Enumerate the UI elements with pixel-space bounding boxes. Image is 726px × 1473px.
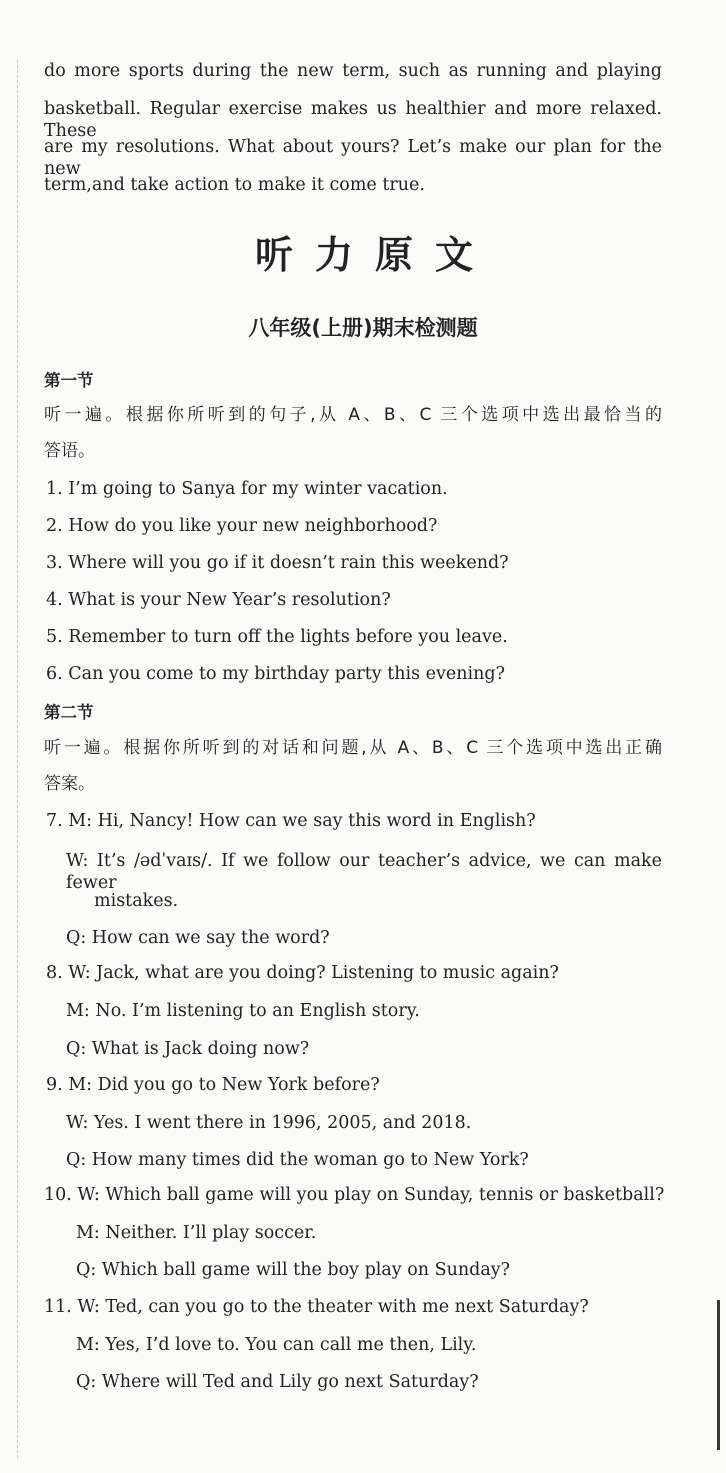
dialogue-line: 11. W: Ted, can you go to the theater with me next Saturday? [44,1297,589,1317]
list-item: 2. How do you like your new neighborhood? [46,516,438,536]
dialogue-line: W: It’s /ədˈvaɪs/. If we follow our teacher’s advice, we can make fewer [66,851,662,893]
dialogue-line: Q: How can we say the word? [66,928,330,948]
dialogue-line: 9. M: Did you go to New York before? [46,1075,380,1095]
list-item: 1. I’m going to Sanya for my winter vacation. [46,479,448,499]
intro-line: do more sports during the new term, such as running and playing [44,61,662,81]
dialogue-line: M: Yes, I’d love to. You can call me then, Lily. [76,1335,477,1355]
page-title: 听力原文 [254,233,495,277]
section2-instruction: 答案。 [44,774,95,794]
dialogue-line: 8. W: Jack, what are you doing? Listening to music again? [46,963,559,983]
dialogue-line: W: Yes. I went there in 1996, 2005, and 2018. [66,1113,472,1133]
section1-instruction: 听一遍。根据你所听到的句子,从 A、B、C 三个选项中选出最恰当的 [44,405,662,425]
dialogue-line: Q: Where will Ted and Lily go next Saturday? [76,1372,479,1392]
list-item: 3. Where will you go if it doesn’t rain this weekend? [46,553,509,573]
list-item: 4. What is your New Year’s resolution? [46,590,391,610]
dialogue-line: Q: How many times did the woman go to New York? [66,1150,529,1170]
dialogue-line: mistakes. [94,891,179,911]
intro-line: term,and take action to make it come true. [44,175,425,195]
intro-line: are my resolutions. What about yours? Let’s make our plan for the new [44,137,662,179]
dialogue-line: M: No. I’m listening to an English story. [66,1001,420,1021]
section2-instruction: 听一遍。根据你所听到的对话和问题,从 A、B、C 三个选项中选出正确 [44,738,662,758]
dialogue-line: 7. M: Hi, Nancy! How can we say this word in English? [46,811,536,831]
intro-line: basketball. Regular exercise makes us healthier and more relaxed. These [44,99,662,141]
list-item: 6. Can you come to my birthday party this evening? [46,664,505,684]
list-item: 5. Remember to turn off the lights before you leave. [46,627,508,647]
section2-heading: 第二节 [44,703,94,722]
dialogue-line: Q: What is Jack doing now? [66,1039,310,1059]
dialogue-line: Q: Which ball game will the boy play on Sunday? [76,1260,511,1280]
dialogue-line: M: Neither. I’ll play soccer. [76,1223,317,1243]
section1-instruction: 答语。 [44,441,95,461]
page-subtitle: 八年级(上册)期末检测题 [248,316,478,340]
section1-heading: 第一节 [44,371,94,390]
dialogue-line: 10. W: Which ball game will you play on Sunday, tennis or basketball? [44,1185,665,1205]
